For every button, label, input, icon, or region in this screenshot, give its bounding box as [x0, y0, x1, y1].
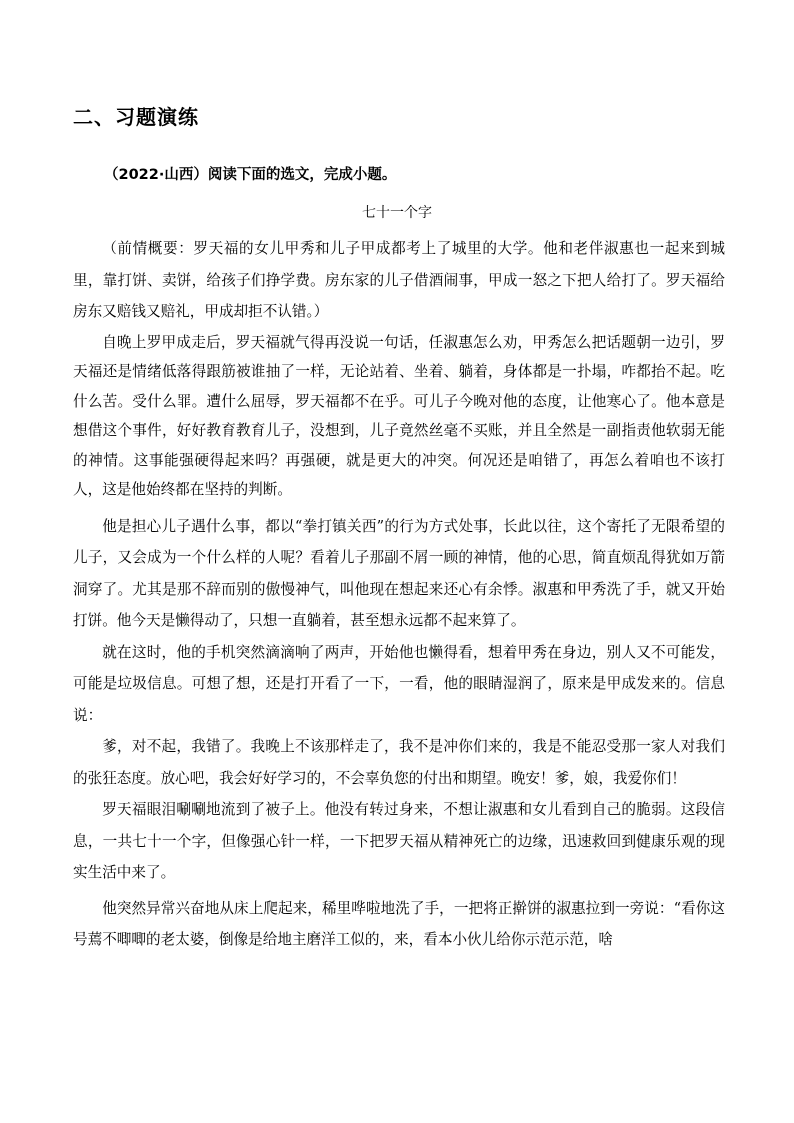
- body-paragraph: 他突然异常兴奋地从床上爬起来，稀里哗啦地洗了手，一把将正擀饼的淑惠拉到一旁说：“看你这号蔫不唧唧的老太婆，倒像是给地主磨洋工似的，来，看本小伙儿给你示范示范，啥: [73, 899, 725, 948]
- exercise-source-line: （2022·山西）阅读下面的选文，完成小题。: [104, 167, 397, 183]
- body-paragraph: 罗天福眼泪唰唰地流到了被子上。他没有转过身来，不想让淑惠和女儿看到自己的脆弱。这段信息，一共七十一个字，但像强心针一样，一下把罗天福从精神死亡的边缘，迅速救回到健康乐观的现实生活中来了。: [73, 801, 725, 881]
- body-paragraph: 自晚上罗甲成走后，罗天福就气得再没说一句话，任淑惠怎么劝，甲秀怎么把话题朝一边引，罗天福还是情绪低落得跟筋被谁抽了一样，无论站着、坐着、躺着，身体都是一扑塌，咋都抬不起。吃什么苦。受什么罪。遭什么屈辱，罗天福都不在乎。可儿子今晚对他的态度，让他寒心了。他本意是想借这个事件，好好教育教育儿子，没想到，儿子竟然丝毫不买账，并且全然是一副指责他软弱无能的神情。这事能强硬得起来吗？再强硬，就是更大的冲突。何况还是咱错了，再怎么着咱也不该打人，这是他始终都在坚持的判断。: [73, 333, 725, 498]
- section-heading: 二、习题演练: [73, 105, 199, 129]
- text-message-paragraph: 爹，对不起，我错了。我晚上不该那样走了，我不是冲你们来的，我是不能忍受那一家人对我们的张狂态度。放心吧，我会好好学习的，不会辜负您的付出和期望。晚安！爹，娘，我爱你们！: [73, 738, 725, 787]
- body-paragraph: 他是担心儿子遇什么事，都以“拳打镇关西”的行为方式处事，长此以往，这个寄托了无限希望的儿子，又会成为一个什么样的人呢？看着儿子那副不屑一顾的神情，他的心思，简直烦乱得犹如万箭洞穿了。尤其是那不辞而别的傲慢神气，叫他现在想起来还心有余悸。淑惠和甲秀洗了手，就又开始打饼。他今天是懒得动了，只想一直躺着，甚至想永远都不起来算了。: [73, 517, 725, 629]
- preface-paragraph: （前情概要：罗天福的女儿甲秀和儿子甲成都考上了城里的大学。他和老伴淑惠也一起来到城里，靠打饼、卖饼，给孩子们挣学费。房东家的儿子借酒闹事，甲成一怒之下把人给打了。罗天福给房东又赔钱又赔礼，甲成却拒不认错。）: [73, 240, 725, 320]
- article-body: [73, 233, 725, 956]
- body-paragraph: 就在这时，他的手机突然滴滴响了两声，开始他也懒得看，想着甲秀在身边，别人又不可能发，可能是垃圾信息。可想了想，还是打开看了一下，一看，他的眼睛湿润了，原来是甲成发来的。信息说：: [73, 643, 725, 724]
- article-title: 七十一个字: [362, 205, 432, 221]
